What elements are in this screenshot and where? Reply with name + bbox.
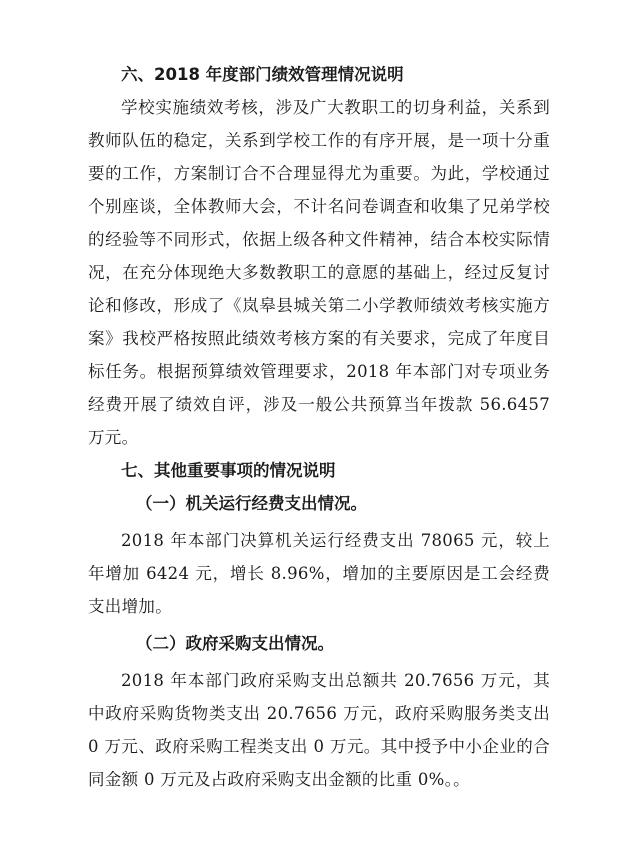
section-6-heading: 六、2018 年度部门绩效管理情况说明	[121, 65, 404, 84]
section-7-sub2-paragraph: 2018 年本部门政府采购支出总额共 20.7656 万元，其中政府采购货物类支出 20.7656 万元，政府采购服务类支出 0 万元、政府采购工程类支出 0 万元。其中授予中小企业的合同金额 0 万元及占政府采购支出金额的比重 0%。。	[88, 671, 550, 789]
document-content	[88, 58, 550, 796]
section-6-paragraph: 学校实施绩效考核，涉及广大教职工的切身利益，关系到教师队伍的稳定，关系到学校工作的有序开展，是一项十分重要的工作，方案制订合不合理显得尤为重要。为此，学校通过个别座谈，全体教师大会，不计名问卷调查和收集了兄弟学校的经验等不同形式，依据上级各种文件精神，结合本校实际情况，在充分体现绝大多数教职工的意愿的基础上，经过反复讨论和修改，形成了《岚皋县城关第二小学教师绩效考核实施方案》我校严格按照此绩效考核方案的有关要求，完成了年度目标任务。根据预算绩效管理要求，2018 年本部门对专项业务经费开展了绩效自评，涉及一般公共预算当年拨款 56.6457 万元。	[88, 98, 550, 447]
section-7-heading: 七、其他重要事项的情况说明	[121, 461, 336, 480]
section-7-sub2-heading: （二）政府采购支出情况。	[136, 634, 334, 653]
section-7-sub1-paragraph: 2018 年本部门决算机关运行经费支出 78065 元，较上年增加 6424 元，增长 8.96%，增加的主要原因是工会经费支出增加。	[88, 531, 550, 616]
section-7-sub1-heading: （一）机关运行经费支出情况。	[136, 494, 367, 513]
